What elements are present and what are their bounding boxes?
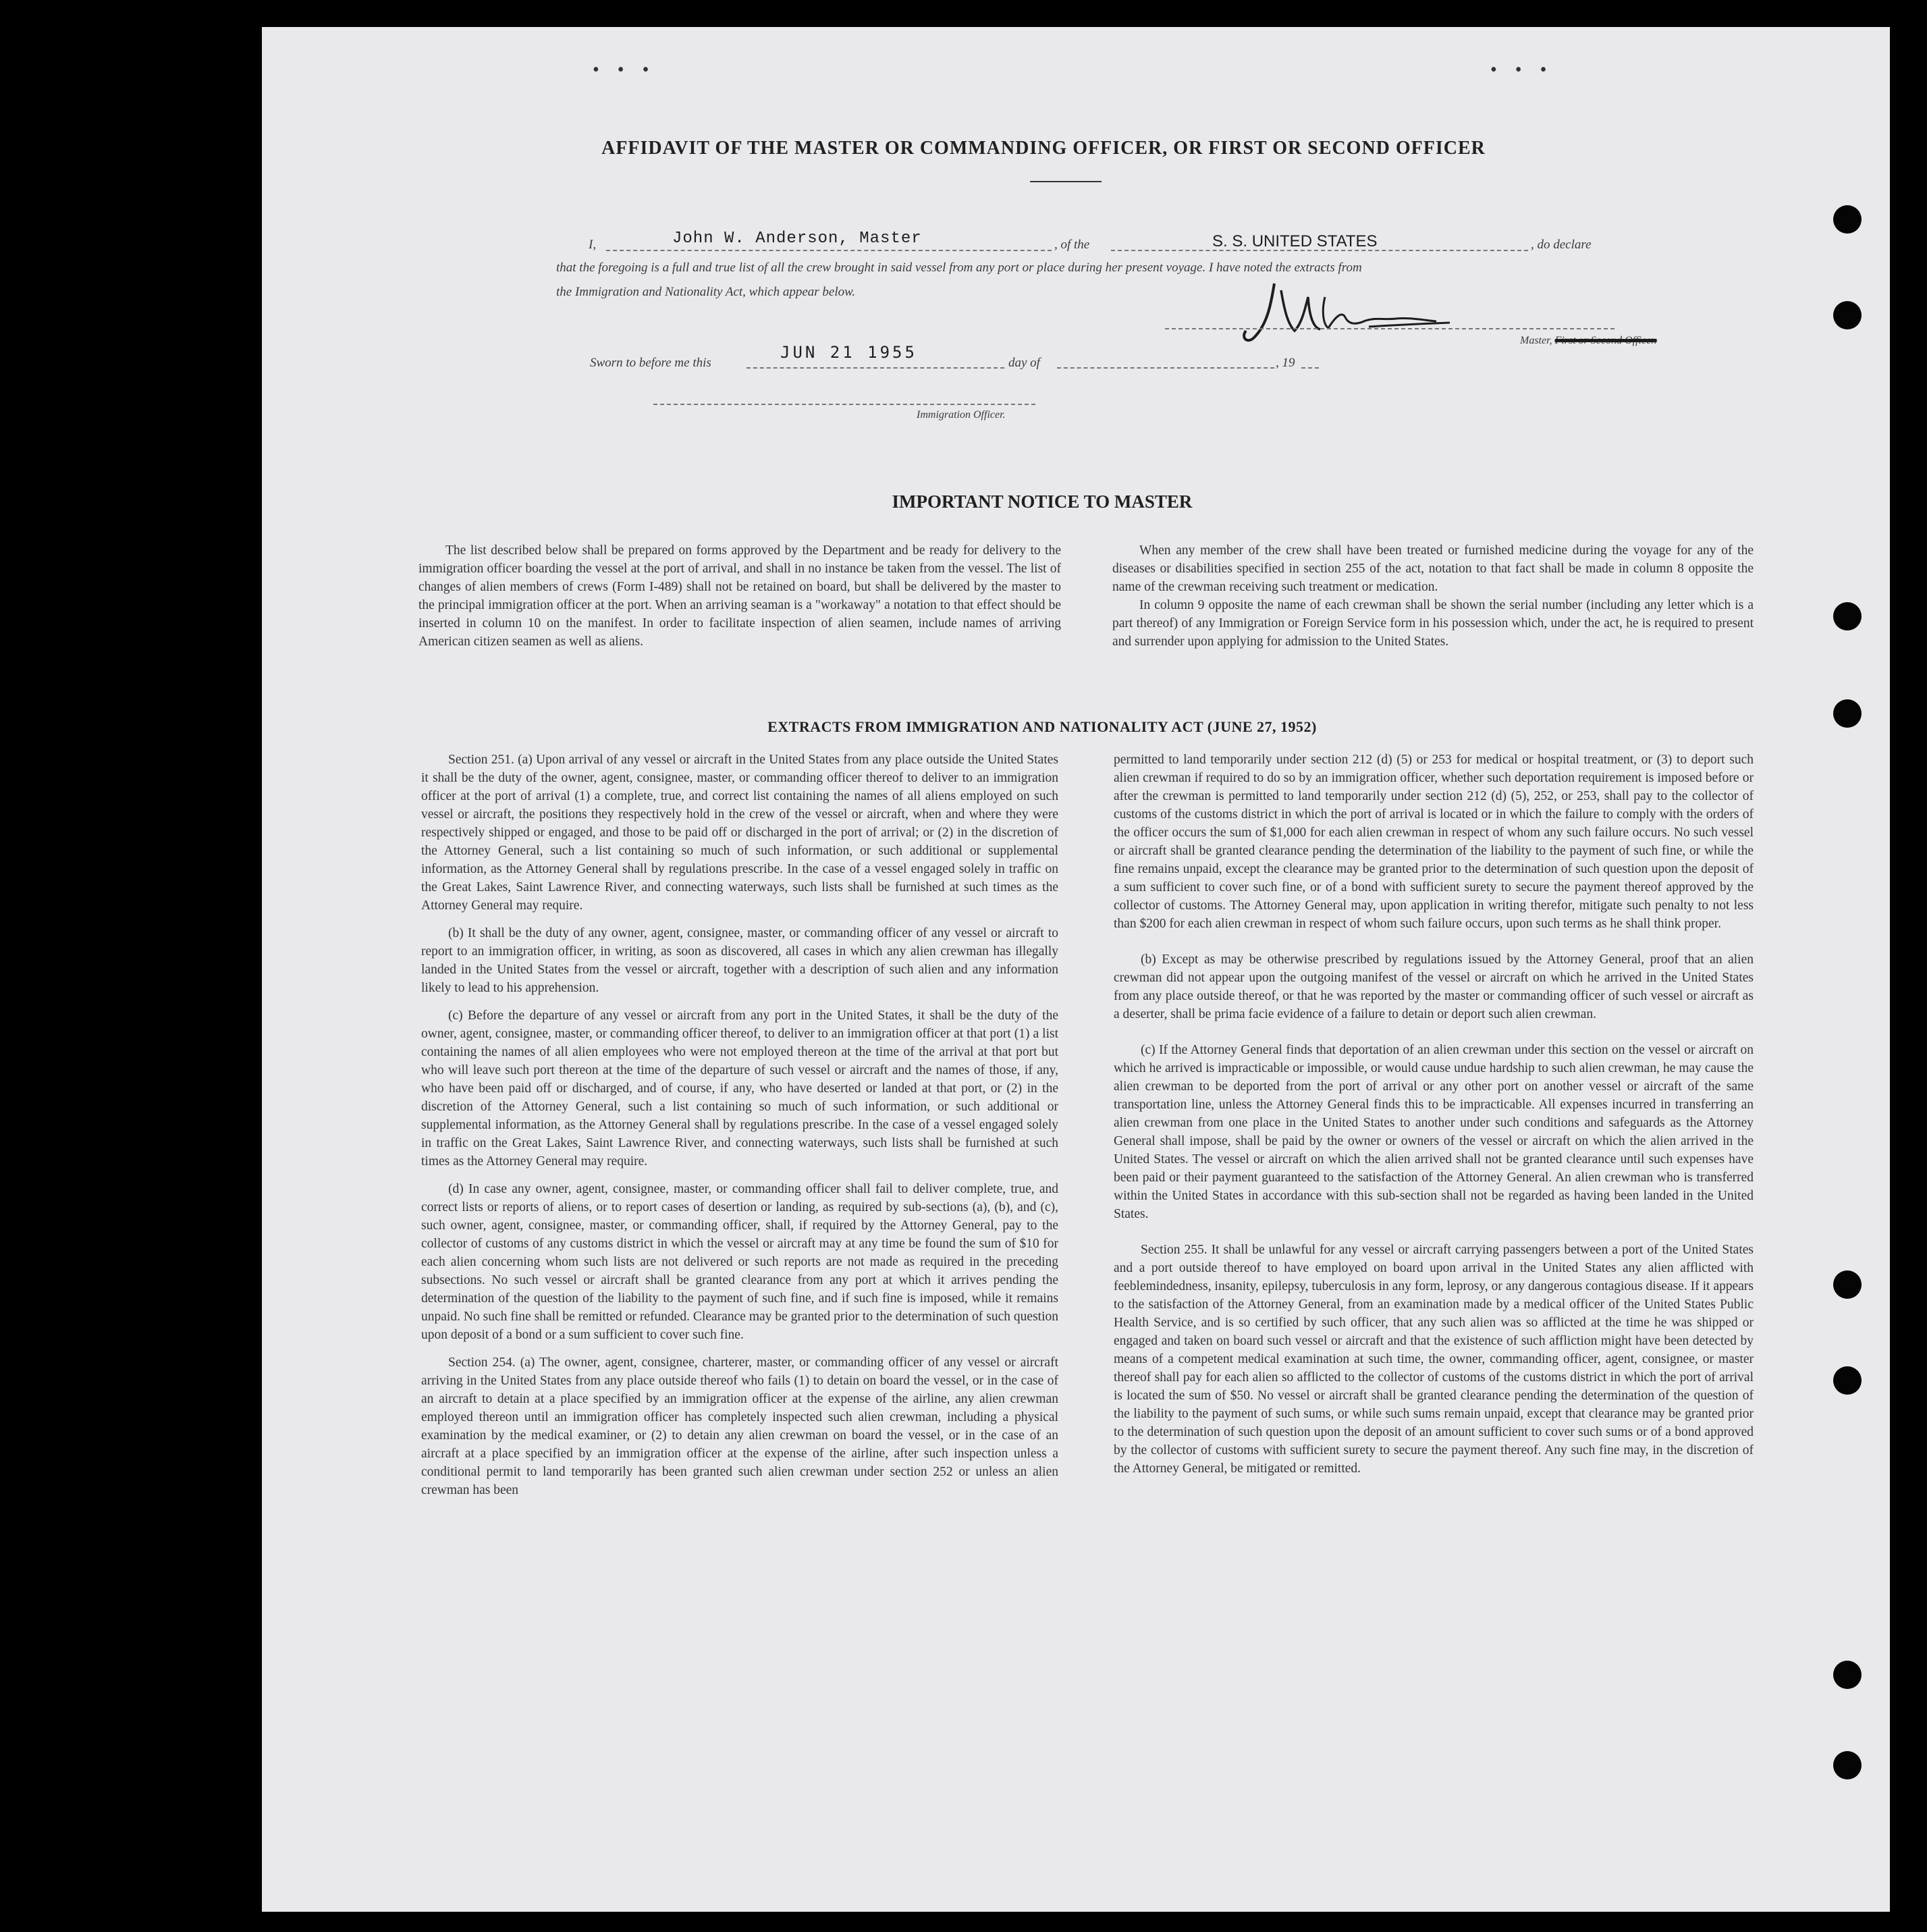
extract-section-251a: Section 251. (a) Upon arrival of any vessel or aircraft in the United States from any place outside the United States it shall be the duty of the owner, agent, consignee, master, or commanding officer thereof to deliver to an immigration officer at the port of arrival (1) a complete, true, and correct list containing the names of all aliens employed on such vessel or aircraft, the positions they respectively hold in the crew of the vessel or aircraft, when and where they were respectively shipped or engaged, and those to be paid off or discharged in the port of arrival; or (2) in the discretion of the Attorney General, such a list containing so much of such information, or such additional or supplemental information, as the Attorney General shall by regulations prescribe. In the case of a vessel engaged solely in traffic on the Great Lakes, Saint Lawrence River, and connecting waterways, such lists shall be furnished at such times as the Attorney General may require. xyxy=(421,753,1058,913)
binder-hole xyxy=(1833,1270,1862,1299)
sworn-date-underline xyxy=(747,367,1004,369)
vessel-name: S. S. UNITED STATES xyxy=(1212,232,1378,250)
extracts-title: EXTRACTS FROM IMMIGRATION AND NATIONALITY ACT (JUNE 27, 1952) xyxy=(767,718,1317,735)
notice-left-text: The list described below shall be prepared on forms approved by the Department and be ready for delivery to the immigration officer boarding the vessel at the port of arrival, and shall in no instance be taken from the vessel. The list of changes of alien members of crews (Form I-489) shall not be retained on board, but shall be delivered by the master to the principal immigration officer at the port. When an arriving seaman is a "workaway" a notation to that effect should be inserted in column 10 on the manifest. In order to facilitate inspection of alien seamen, include names of arriving American citizen seamen as well as aliens. xyxy=(418,543,1061,649)
binder-hole xyxy=(1833,1751,1862,1779)
affidavit-title: AFFIDAVIT OF THE MASTER OR COMMANDING OFFICER, OR FIRST OR SECOND OFFICER xyxy=(601,138,1486,159)
document-page xyxy=(262,27,1890,1912)
officer-underline xyxy=(653,404,1035,405)
extract-section-254b: (b) Except as may be otherwise prescribed by regulations issued by the Attorney General, proof that an alien crewman did not appear upon the outgoing manifest of the vessel or aircraft on which he arrived in the United States from any place outside thereof, or that he was reported by the master or commanding officer of such vessel or aircraft as a deserter, shall be prima facie evidence of a failure to detain or deport such alien crewman. xyxy=(1114,952,1754,1021)
header-mark-right: • • • xyxy=(1490,59,1554,80)
affidavit-line1-prefix: I, xyxy=(589,238,597,252)
affidavit-body-line3: the Immigration and Nationality Act, which appear below. xyxy=(556,285,856,299)
binder-hole xyxy=(1833,1661,1862,1689)
signature-caption xyxy=(1520,335,1657,347)
extract-section-254c: (c) If the Attorney General finds that deportation of an alien crewman under this section on the vessel or aircraft on which he arrived is impracticable or impossible, or would cause undue hardship to such alien crewman, he may cause the alien crewman to be deported from the port of arrival or any other port on another vessel or aircraft of the same transportation line, unless the Attorney General finds this to be impracticable. All expenses incurred in transferring an alien crewman from one place in the United States to another under such conditions and safeguards as the Attorney General shall impose, shall be paid by the owner or owners of the vessel or aircraft on which the alien arrived in the United States. The vessel or aircraft on which the alien arrived shall not be granted clearance until such expenses have been paid or their payment guaranteed to the satisfaction of the Attorney General. An alien crewman who is transferred within the United States in accordance with this sub-section shall not be regarded as having been landed in the United States. xyxy=(1114,1043,1754,1221)
signature xyxy=(1234,270,1463,351)
declarant-underline xyxy=(606,250,1052,251)
notice-title: IMPORTANT NOTICE TO MASTER xyxy=(892,491,1193,512)
notice-right-text-1: When any member of the crew shall have been treated or furnished medicine during the voyage for any of the diseases or disabilities specified in section 255 of the act, notation to that fact shall be made in column 8 opposite the name of the crewman receiving such treatment or medication. xyxy=(1112,543,1754,594)
sworn-prefix: Sworn to before me this xyxy=(590,356,711,370)
month-underline xyxy=(1057,367,1274,369)
signature-caption-struck: First or Second Officer. xyxy=(1554,335,1657,346)
year-underline xyxy=(1301,367,1319,369)
title-rule xyxy=(1030,181,1102,182)
signature-underline xyxy=(1165,328,1614,329)
declarant-name: John W. Anderson, Master xyxy=(672,230,922,248)
extract-section-251c: (c) Before the departure of any vessel or aircraft from any port in the United States, it shall be the duty of the owner, agent, consignee, master, or commanding officer thereof, to deliver to an immigration officer at that port (1) a list containing the names of all alien employees who were not employed thereon at the time of the arrival at that port but who will leave such port thereon at the time of the departure of such vessel or aircraft and the names of those, if any, who have been paid off or discharged, and of course, if any, who have deserted or landed at that port, or (2) in the discretion of the Attorney General, such a list containing so much of such information, or such additional or supplemental information, as the Attorney General shall by regulations prescribe. In the case of a vessel engaged solely in traffic on the Great Lakes, Saint Lawrence River, and connecting waterways, such lists shall be furnished at such times as the Attorney General may require. xyxy=(421,1009,1058,1169)
extract-section-254a-continued: permitted to land temporarily under section 212 (d) (5) or 253 for medical or hospital treatment, or (3) to deport such alien crewman if required to do so by an immigration officer, whether such deportation requirement is imposed before or after the crewman is permitted to land temporarily under section 212 (d) (5), 252, or 253, shall pay to the collector of customs of the customs district in which the port of arrival is located or in which the failure to comply with the orders of the officer occurs the sum of $1,000 for each alien crewman in respect of whom any such failure occurs. No such vessel or aircraft shall be granted clearance pending the determination of the liability to the payment of such fine, or while the fine remains unpaid, except the clearance may be granted prior to the determination of such question upon the deposit of a sum sufficient to cover such fine, or of a bond with sufficient surety to secure the payment thereof approved by the collector of customs. The Attorney General may, upon application in writing therefor, mitigate such penalty to not less than $200 for each alien crewman in respect of whom such failure occurs, upon such terms as he shall think proper. xyxy=(1114,753,1754,931)
extract-section-254a: Section 254. (a) The owner, agent, consignee, charterer, master, or commanding officer of any vessel or aircraft arriving in the United States from any place outside thereof who fails (1) to detain on board the vessel, or in the case of an aircraft to detain at a place specified by an immigration officer at the expense of the airline, any alien crewman employed thereon until an immigration officer has completely inspected such alien crewman, including a physical examination by the medical examiner, or (2) to detain any alien crewman on board the vessel, or in the case of an aircraft at a place specified by an immigration officer at the expense of the airline, after such inspection unless a conditional permit to land temporarily has been granted such alien crewman under section 252 or unless an alien crewman has been xyxy=(421,1356,1058,1497)
extracts-right-column xyxy=(1114,751,1754,1487)
header-mark-left: • • • xyxy=(593,59,656,80)
signature-caption-master: Master, xyxy=(1520,335,1552,346)
of-the-label: , of the xyxy=(1054,238,1090,252)
do-declare-label: , do declare xyxy=(1531,238,1592,252)
binder-hole xyxy=(1833,301,1862,329)
affidavit-body-line2: that the foregoing is a full and true list of all the crew brought in said vessel from any port or place during her present voyage. I have noted the extracts from xyxy=(556,261,1362,275)
notice-left-column xyxy=(418,541,1061,651)
extract-section-255: Section 255. It shall be unlawful for any vessel or aircraft carrying passengers between a port of the United States and a port outside thereof to have employed on board upon arrival in the United States any alien afflicted with feeblemindedness, insanity, epilepsy, tuberculosis in any form, leprosy, or any dangerous contagious disease. If it appears to the satisfaction of the Attorney General, from an examination made by a medical officer of the United States Public Health Service, and is so certified by such officer, that any such alien was so afflicted at the time he was shipped or engaged and taken on board such vessel or aircraft and that the existence of such affliction might have been detected by means of a competent medical examination at such time, the owner, commanding officer, agent, consignee, or master thereof shall pay for each alien so afflicted to the collector of customs of the customs district in which the port of arrival is located the sum of $50. No vessel or aircraft shall be granted clearance pending the determination of the question of the liability to the payment of such sums, or while such sums remain unpaid, except that clearance may be granted prior to the determination of such question upon the deposit of an amount sufficient to cover such sums or of a bond approved by the collector of customs with sufficient surety to secure the payment thereof. Any such fine may, in the discretion of the Attorney General, be mitigated or remitted. xyxy=(1114,1243,1754,1476)
notice-right-column xyxy=(1112,541,1754,651)
notice-right-text-2: In column 9 opposite the name of each crewman shall be shown the serial number (including any letter which is a part thereof) of any Immigration or Foreign Service form in his possession which, under the act, he is required to present and surrender upon applying for admission to the United States. xyxy=(1112,598,1754,649)
binder-hole xyxy=(1833,699,1862,728)
sworn-date-stamp: JUN 21 1955 xyxy=(780,343,917,362)
binder-hole xyxy=(1833,1366,1862,1395)
year-prefix: , 19 xyxy=(1276,356,1295,370)
binder-hole xyxy=(1833,602,1862,630)
day-of-label: day of xyxy=(1008,356,1040,370)
extract-section-251d: (d) In case any owner, agent, consignee, master, or commanding officer shall fail to deliver complete, true, and correct lists or reports of aliens, or to report cases of desertion or landing, as required by sub-sections (a), (b), and (c), such owner, agent, consignee, master, or commanding officer, shall, if required by the Attorney General, pay to the collector of customs of any customs district in which the vessel or aircraft may at any time be found the sum of $10 for each alien concerning whom such lists are not delivered or such reports are not made as required in the preceding subsections. No such vessel or aircraft shall be granted clearance from any port at which it arrives pending the determination of the question of the liability to the payment of such fine, and if such fine is imposed, while it remains unpaid. No such fine shall be remitted or refunded. Clearance may be granted prior to the determination of such question upon deposit of a bond or a sum sufficient to cover such fine. xyxy=(421,1182,1058,1342)
officer-caption: Immigration Officer. xyxy=(917,409,1006,421)
extracts-left-column xyxy=(421,751,1058,1509)
extract-section-251b: (b) It shall be the duty of any owner, agent, consignee, master, or commanding officer of any vessel or aircraft to report to an immigration officer, in writing, as soon as discovered, all cases in which any alien crewman has illegally landed in the United States from the vessel or aircraft, together with a description of such alien and any information likely to lead to his apprehension. xyxy=(421,926,1058,995)
binder-hole xyxy=(1833,205,1862,234)
